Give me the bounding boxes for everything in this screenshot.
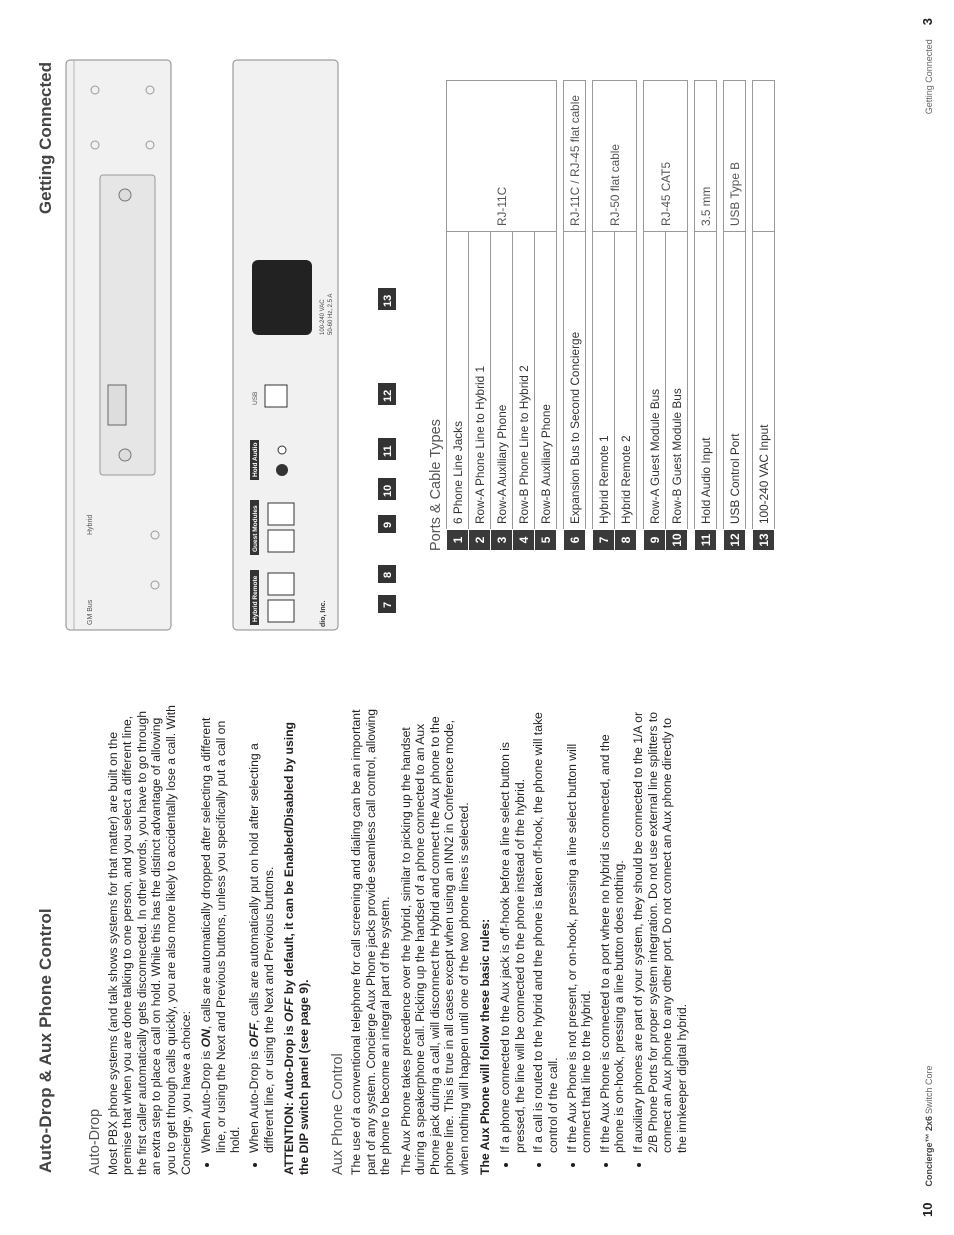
on-emphasis: ON xyxy=(199,1029,214,1048)
maker-fragment: dio, Inc. xyxy=(320,600,327,627)
table-row: 11 Hold Audio Input 3.5 mm xyxy=(695,81,717,551)
table-row: 10 Row-B Guest Module Bus xyxy=(666,81,688,551)
cable-type: RJ-50 flat cable xyxy=(593,81,637,232)
usb-port-icon xyxy=(265,385,287,407)
hybrid-remote-1-jack xyxy=(268,600,294,622)
rule-item: • If a phone connected to the Aux jack is off-hook before a line select button is pressed, the line will be connected to the phone instead of the hybrid. xyxy=(498,705,527,1153)
table-row: 2 Row-A Phone Line to Hybrid 1 xyxy=(469,81,491,551)
auxphone-heading: Aux Phone Control xyxy=(330,1053,347,1175)
cable-type xyxy=(753,81,775,232)
callout-label: 11 xyxy=(382,445,394,457)
table-row: 7 Hybrid Remote 1 RJ-50 flat cable xyxy=(593,81,615,551)
table-row: 3 Row-A Auxiliary Phone xyxy=(491,81,513,551)
right-page-title: Getting Connected xyxy=(36,62,55,215)
rules-heading: The Aux Phone will follow these basic rules: xyxy=(477,918,492,1175)
off-emphasis: OFF xyxy=(246,1022,261,1048)
cable-type: RJ-11C / RJ-45 flat cable xyxy=(564,81,586,232)
right-page-number: 3 xyxy=(920,18,935,26)
callout-label: 13 xyxy=(382,294,394,307)
hold-audio-label: Hold Audio xyxy=(252,442,259,477)
autodrop-intro: Most PBX phone systems (and talk shows systems for that matter) are built on the premise that when you are done talking to one person, and you select a different line, the first caller automatically gets disconnected. In other words, you have to go through an extra step to place a call on hold. While this has the distinct advantage of allowing you to get through calls quickly, you are also more likely to accidentally lose a call. With Concierge, you have a choice: xyxy=(105,705,193,1175)
callout-label: 10 xyxy=(382,484,394,497)
ports-heading: Ports & Cable Types xyxy=(428,419,444,551)
attention-note: ATTENTION: Auto-Drop is OFF by default, it can be Enabled/Disabled by using the DIP switch panel (see page 9). xyxy=(282,722,311,1175)
rear-chassis-strip xyxy=(233,60,338,630)
guest-modules-label: Guest Modules xyxy=(252,505,259,552)
right-footer-section: Getting Connected xyxy=(924,39,934,115)
auxphone-paragraph-1: The use of a conventional telephone for call screening and dialing can be an important part of any system. Concierge Aux Phone jacks provide seamless call control, allowing the phone to become an integral part of the system. xyxy=(348,708,393,1175)
callout-markers xyxy=(378,288,396,613)
product-brand: Concierge™ 2x6 xyxy=(924,1116,934,1187)
hold-audio-input-jack xyxy=(276,464,288,476)
table-row: 8 Hybrid Remote 2 xyxy=(615,81,637,551)
right-footer xyxy=(920,18,935,114)
hold-audio-level-knob xyxy=(278,446,286,454)
hybrid-remote-label: Hybrid Remote xyxy=(252,575,259,622)
auxphone-paragraph-2: The Aux Phone takes precedence over the hybrid, similar to picking up the handset during a speakerphone call. Picking up the handset of a phone connected to an Aux Phone jack during a call, will disconnect the Hybrid and connect the Aux phone to the phone line. This is true in all cases except when using an INN2 in Conference mode, when nothing will happen until one of the two phone lines is selected. xyxy=(398,716,472,1175)
guest-module-b-jack xyxy=(268,503,294,525)
power-inlet-icon xyxy=(252,260,312,335)
callout-label: 12 xyxy=(382,389,394,402)
table-row: 6 Expansion Bus to Second Concierge RJ-11C / RJ-45 flat cable xyxy=(564,81,586,551)
callout-label: 9 xyxy=(382,521,394,528)
autodrop-bullet-on: • When Auto-Drop is ON, calls are automatically dropped after selecting a different line, or using the Next and Previous buttons, unless you specifically put a call on hold. xyxy=(199,705,243,1153)
table-row: 5 Row-B Auxiliary Phone xyxy=(535,81,557,551)
product-subtitle: Switch Core xyxy=(924,1065,934,1114)
gm-bus-label: GM Bus xyxy=(87,599,94,625)
front-chassis-strip xyxy=(66,60,171,630)
usb-label: USB xyxy=(252,391,259,405)
rule-item: • If the Aux Phone is not present, or on-hook, pressing a line select button will connect that line to the hybrid. xyxy=(565,705,594,1153)
table-row: 9 Row-A Guest Module Bus RJ-45 CAT5 xyxy=(644,81,666,551)
autodrop-heading: Auto-Drop xyxy=(87,1108,103,1175)
cable-type: 3.5 mm xyxy=(695,81,717,232)
cable-type: RJ-11C xyxy=(447,81,557,232)
guest-module-a-jack xyxy=(268,530,294,552)
rule-item: • If the Aux Phone is connected to a port where no hybrid is connected, and the phone is on-hook, pressing a line button does nothing. xyxy=(598,705,627,1153)
table-row: 13 100-240 VAC Input xyxy=(753,81,775,551)
table-row: 4 Row-B Phone Line to Hybrid 2 xyxy=(513,81,535,551)
hybrid-remote-2-jack xyxy=(268,573,294,595)
hybrid-label: Hybrid xyxy=(87,514,94,535)
cable-type: USB Type B xyxy=(724,81,746,232)
left-page-title: Auto-Drop & Aux Phone Control xyxy=(36,908,55,1173)
left-footer xyxy=(920,1065,935,1217)
rule-item: • If auxiliary phones are part of your system, they should be connected to the 1/A or 2/B Phone Ports for proper system integration. Do not use external line splitters to connect an Aux phone to any other port. Do not connect an Aux phone directly to the innkeeper digital hybrid. xyxy=(631,705,689,1153)
ports-table xyxy=(446,80,775,551)
table-row: 12 USB Control Port USB Type B xyxy=(724,81,746,551)
callout-label: 7 xyxy=(382,601,394,608)
left-page-number: 10 xyxy=(920,1202,935,1217)
dip-switch-icon xyxy=(108,385,126,425)
power-rating-line2: 50-60 Hz, 2.5 A xyxy=(328,293,334,335)
cable-type: RJ-45 CAT5 xyxy=(644,81,688,232)
power-rating-line1: 100-240 VAC xyxy=(320,299,326,335)
rule-item: • If a call is routed to the hybrid and the phone is taken off-hook, the phone will take control of the call. xyxy=(531,705,560,1153)
callout-label: 8 xyxy=(382,571,394,578)
table-row: 1 6 Phone Line Jacks RJ-11C xyxy=(447,81,469,551)
autodrop-bullet-off: • When Auto-Drop is OFF, calls are automatically put on hold after selecting a different line, or using the Next and Previous buttons. xyxy=(247,705,276,1153)
